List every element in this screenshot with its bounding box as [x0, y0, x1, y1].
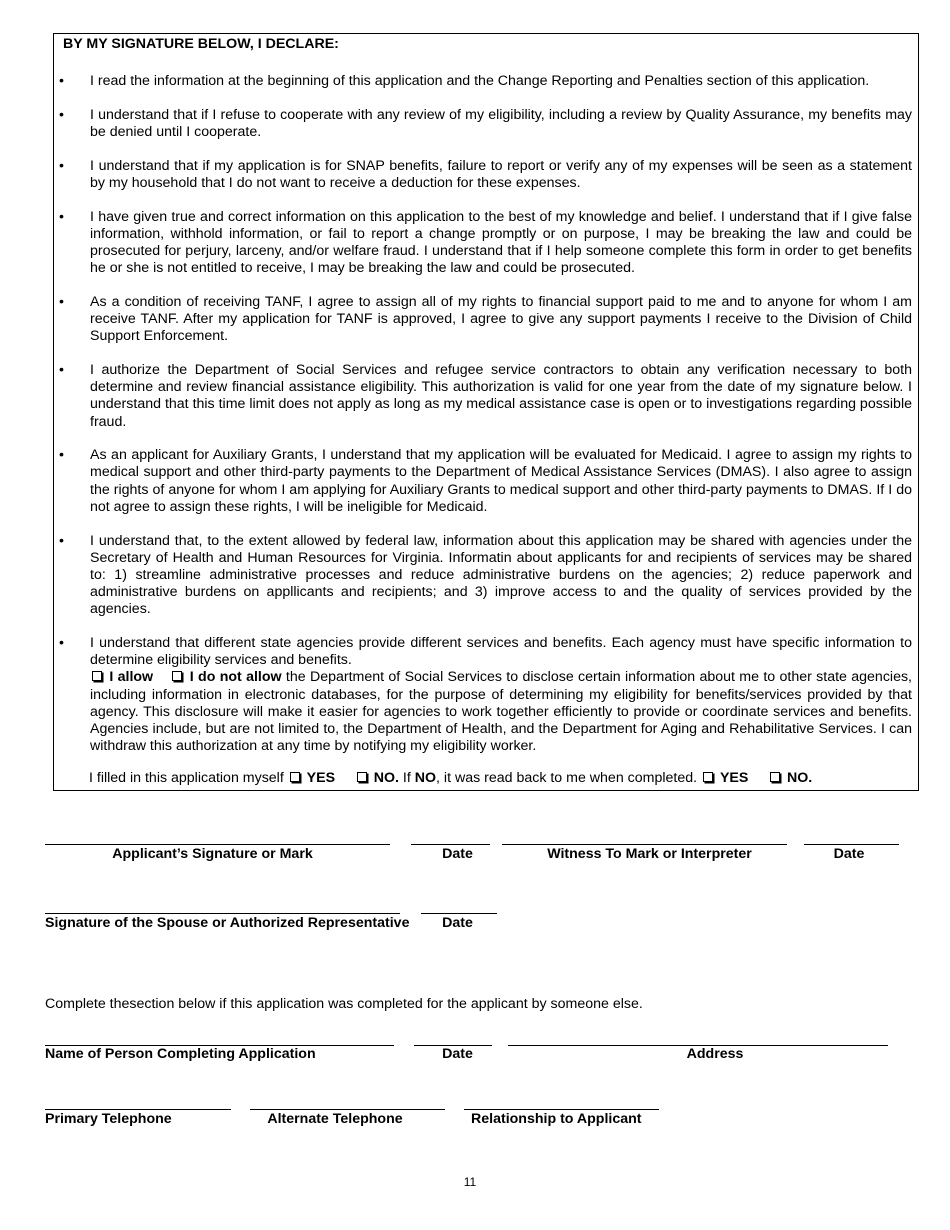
declaration-item: [54, 362, 912, 431]
primary-telephone-line[interactable]: [45, 1109, 231, 1110]
completed-by-someone-else-note: Complete thesection below if this application was completed for the applicant by someone else.: [45, 996, 643, 1012]
filled-no-checkbox[interactable]: [357, 772, 367, 782]
declaration-text: As a condition of receiving TANF, I agree to assign all of my rights to financial support paid to me and to anyone for whom I am receive TANF. After my application for TANF is approved, I agree to give any support payments I receive to the Division of Child Support Enforcement.: [90, 293, 912, 345]
applicant-date-line[interactable]: [411, 844, 490, 845]
allow-label: I allow: [109, 669, 154, 686]
declaration-item: [54, 294, 912, 346]
completer-name-label: Name of Person Completing Application: [45, 1046, 316, 1062]
read-back-yes-label: YES: [719, 770, 749, 786]
declaration-text: I read the information at the beginning of this application and the Change Reporting and Penalties section of this application.: [90, 73, 870, 89]
primary-telephone-label: Primary Telephone: [45, 1111, 172, 1127]
allow-checkbox[interactable]: [92, 671, 102, 681]
filled-if-no: NO: [414, 770, 437, 786]
witness-label: Witness To Mark or Interpreter: [547, 846, 752, 862]
read-back-no-label: NO.: [787, 770, 813, 786]
relationship-line[interactable]: [464, 1109, 659, 1110]
declaration-item: [54, 209, 912, 278]
declaration-text: As an applicant for Auxiliary Grants, I understand that my application will be evaluated for Medicaid. I agree to assign my rights to medical support and other third-party payments to the Department of Medical Assistance Services (DMAS). I also agree to assign the rights of anyone for whom I am applying for Auxiliary Grants to medical support and other third-party payments to DMAS. If I do not agree to assign these rights, I will be ineligible for Medicaid.: [90, 447, 912, 515]
completer-date-label: Date: [442, 1046, 473, 1062]
witness-signature-line[interactable]: [502, 844, 787, 845]
declaration-heading: BY MY SIGNATURE BELOW, I DECLARE:: [63, 36, 339, 52]
bullet-icon: •: [59, 293, 64, 310]
bullet-icon: •: [59, 447, 64, 464]
consent-text: the Department of Social Services to disclose certain information about me to other state agencies, including information in electronic databases, for the purpose of determining my eligibility for benefits/services provided by that agency. This disclosure will make it easier for agencies to work together efficiently to provide or coordinate services and benefits. Agencies include, but are not limited to, the Department of Health, and the Department for Aging and Rehabilitative Services. I can withdraw this authorization at any time by notifying my eligibility worker.: [90, 669, 912, 755]
bullet-icon: •: [59, 106, 64, 123]
spouse-date-line[interactable]: [421, 913, 497, 914]
filled-yes-label: YES: [306, 770, 336, 786]
declaration-item: [54, 533, 912, 619]
witness-date-label: Date: [833, 846, 865, 862]
declaration-text: I understand that if I refuse to cooperate with any review of my eligibility, including a review by Quality Assurance, my benefits may be denied until I cooperate.: [90, 106, 912, 140]
declaration-item: [54, 107, 912, 141]
declaration-list: [54, 73, 912, 772]
completer-address-label: Address: [686, 1046, 744, 1062]
bullet-icon: •: [59, 532, 64, 549]
applicant-signature-line[interactable]: [45, 844, 390, 845]
declaration-text: I have given true and correct information on this application to the best of my knowledge and belief. I understand that if I give false information, withhold information, or fail to report a change promptly or on purpose, I may be breaking the law and could be prosecuted for perjury, larceny, and/or welfare fraud. I understand that if I help someone complete this form in order to get benefits he or she is not entitled to receive, I may be breaking the law and could be prosecuted.: [90, 208, 912, 277]
alternate-telephone-line[interactable]: [250, 1109, 445, 1110]
declaration-item-consent: [54, 635, 912, 755]
declaration-item: [54, 158, 912, 192]
declaration-text: I understand that if my application is for SNAP benefits, failure to report or verify any of my expenses will be seen as a statement by my household that I do not want to receive a deduction for these expenses.: [90, 157, 912, 191]
read-back-no-checkbox[interactable]: [770, 772, 780, 782]
read-back-yes-checkbox[interactable]: [703, 772, 713, 782]
spouse-date-label: Date: [442, 915, 473, 931]
bullet-icon: •: [59, 635, 64, 652]
applicant-date-label: Date: [442, 846, 473, 862]
filled-in-myself-row: [89, 770, 812, 786]
do-not-allow-label: I do not allow: [189, 669, 282, 686]
bullet-icon: •: [59, 361, 64, 378]
bullet-icon: •: [59, 157, 64, 174]
bullet-icon: •: [59, 208, 64, 225]
bullet-icon: •: [59, 73, 64, 89]
relationship-label: Relationship to Applicant: [471, 1111, 642, 1127]
declaration-text: I authorize the Department of Social Services and refugee service contractors to obtain any verification necessary to both determine and review financial assistance eligibility. This authorization is valid for one year from the date of my signature below. I understand that this time limit does not apply as long as my medical assistance case is open or to investigations regarding possible fraud.: [90, 361, 912, 430]
spouse-signature-line[interactable]: [45, 913, 400, 914]
consent-intro: I understand that different state agencies provide different services and benefits. Each agency must have specific information to determine eligibility services and benefits.: [90, 635, 912, 669]
declaration-item: [54, 447, 912, 516]
filled-no-label: NO.: [373, 770, 399, 786]
declaration-box: [53, 33, 919, 791]
filled-in-prefix: I filled in this application myself: [89, 770, 288, 786]
applicant-signature-label: Applicant’s Signature or Mark: [112, 846, 313, 862]
declaration-text: I understand that, to the extent allowed by federal law, information about this application may be shared with agencies under the Secretary of Health and Human Resources for Virginia. Informatin about applicants for and recipients of services may be shared to: 1) streamline administrative processes and reduce administrative burdens on the agencies; 2) reduce paperwork and administrative burdens on appllicants and recipients; and 3) improve access to and the quality of services provided by the agencies.: [90, 532, 912, 618]
alternate-telephone-label: Alternate Telephone: [267, 1111, 403, 1127]
do-not-allow-checkbox[interactable]: [172, 671, 182, 681]
filled-if: If: [398, 770, 415, 786]
filled-yes-checkbox[interactable]: [290, 772, 300, 782]
spouse-signature-label: Signature of the Spouse or Authorized Representative: [45, 915, 410, 931]
declaration-item: [54, 73, 912, 90]
filled-middle: , it was read back to me when completed.: [436, 770, 701, 786]
page-number: 11: [463, 1175, 477, 1189]
witness-date-line[interactable]: [804, 844, 899, 845]
